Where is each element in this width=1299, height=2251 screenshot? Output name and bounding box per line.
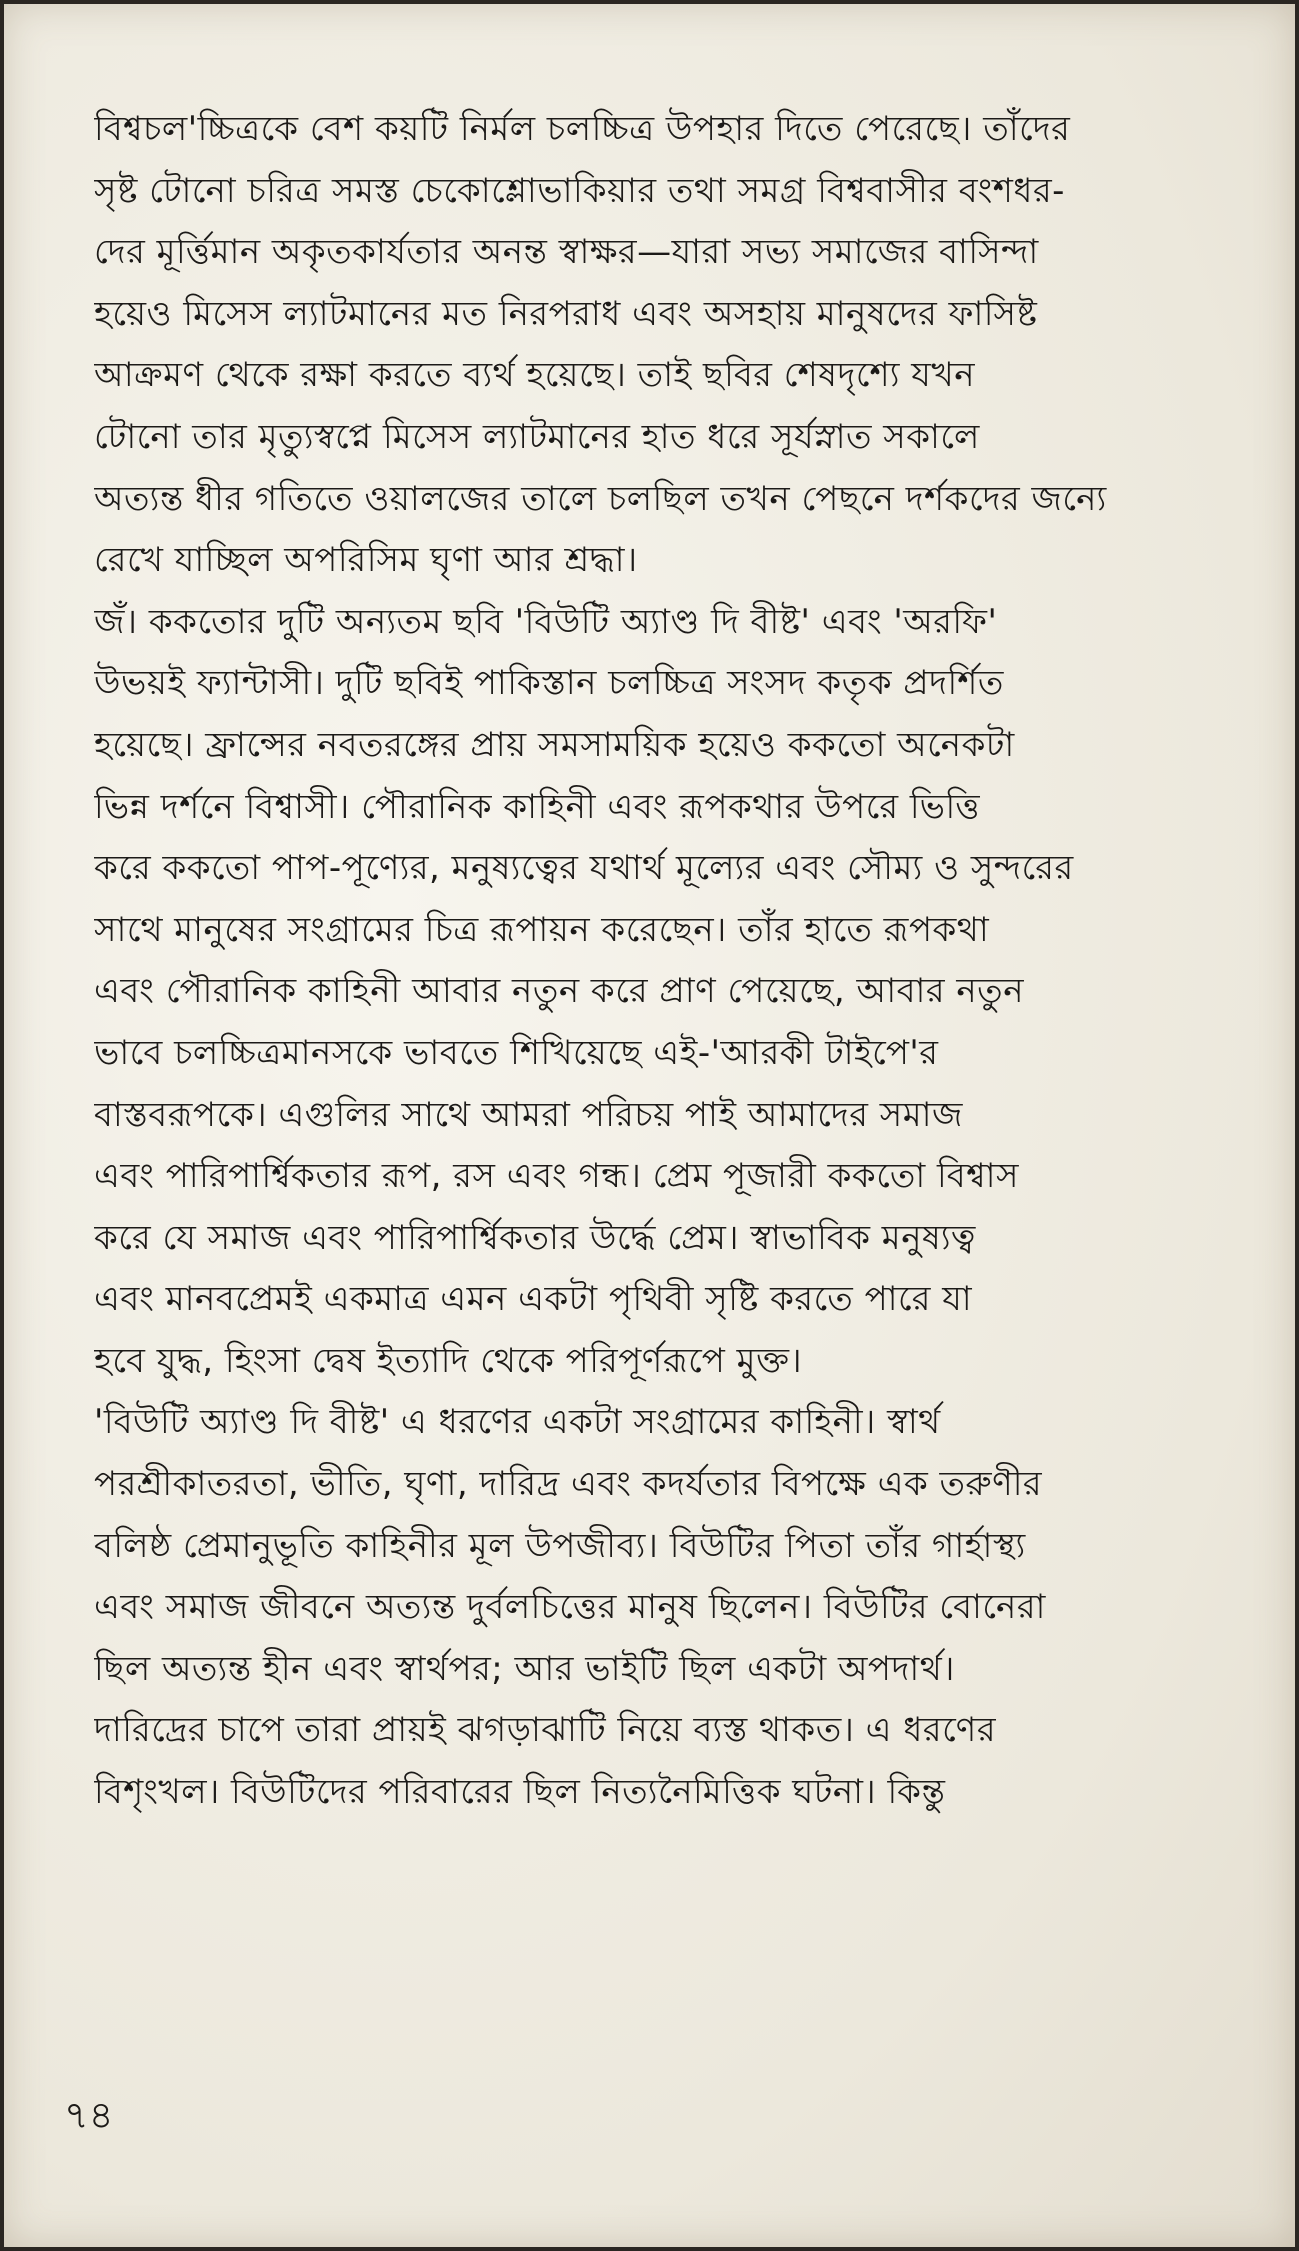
- text-line: 'বিউটি অ্যাণ্ড দি বীষ্ট' এ ধরণের একটা সংগ্রামের কাহিনী। স্বার্থ: [94, 1402, 941, 1443]
- text-line: করে ককতো পাপ-পূণ্যের, মনুষ্যত্বের যথার্থ মূল্যের এবং সৌম্য ও সুন্দরের: [94, 848, 1074, 889]
- text-line: এবং সমাজ জীবনে অত্যন্ত দুর্বলচিত্তের মানুষ ছিলেন। বিউটির বোনেরা: [94, 1587, 1046, 1628]
- text-line: দারিদ্রের চাপে তারা প্রায়ই ঝগড়াঝাটি নিয়ে ব্যস্ত থাকত। এ ধরণের: [94, 1710, 997, 1751]
- text-line: হবে যুদ্ধ, হিংসা দ্বেষ ইত্যাদি থেকে পরিপূর্ণরূপে মুক্ত।: [94, 1340, 803, 1381]
- text-line: হয়েছে। ফ্রান্সের নবতরঙ্গের প্রায় সমসাময়িক হয়েও ককতো অনেকটা: [94, 724, 1015, 765]
- text-line: বিশ্বচল'চ্চিত্রকে বেশ কয়টি নির্মল চলচ্চিত্র উপহার দিতে পেরেছে। তাঁদের: [94, 109, 1071, 149]
- text-line: করে যে সমাজ এবং পারিপার্শ্বিকতার উর্দ্ধে প্রেম। স্বাভাবিক মনুষ্যত্ব: [94, 1217, 976, 1258]
- text-line: এবং পৌরানিক কাহিনী আবার নতুন করে প্রাণ পেয়েছে, আবার নতুন: [94, 971, 1024, 1012]
- page-number: ৭৪: [64, 2093, 114, 2137]
- text-line: বিশৃংখল। বিউটিদের পরিবারের ছিল নিত্যনৈমিত্তিক ঘটনা। কিন্তু: [94, 1772, 946, 1813]
- text-line: অত্যন্ত ধীর গতিতে ওয়ালজের তালে চলছিল তখন পেছনে দর্শকদের জন্যে: [94, 478, 1107, 519]
- text-line: এবং মানবপ্রেমই একমাত্র এমন একটা পৃথিবী সৃষ্টি করতে পারে যা: [94, 1279, 973, 1320]
- text-line: বাস্তবরূপকে। এগুলির সাথে আমরা পরিচয় পাই আমাদের সমাজ: [94, 1094, 963, 1135]
- text-line: সাথে মানুষের সংগ্রামের চিত্র রূপায়ন করেছেন। তাঁর হাতে রূপকথা: [94, 909, 990, 950]
- text-line: উভয়ই ফ্যান্টাসী। দুটি ছবিই পাকিস্তান চলচ্চিত্র সংসদ কতৃক প্রদর্শিত: [94, 663, 1004, 704]
- text-line: সৃষ্ট টোনো চরিত্র সমস্ত চেকোশ্লোভাকিয়ার তথা সমগ্র বিশ্ববাসীর বংশধর-: [94, 170, 1065, 211]
- text-line: এবং পারিপার্শ্বিকতার রূপ, রস এবং গন্ধ। প্রেম পূজারী ককতো বিশ্বাস: [94, 1156, 1019, 1197]
- text-line: ভাবে চলচ্চিত্রমানসকে ভাবতে শিখিয়েছে এই-'আরকী টাইপে'র: [94, 1032, 939, 1073]
- text-line: হয়েও মিসেস ল্যাটমানের মত নিরপরাধ এবং অসহায় মানুষদের ফাসিষ্ট: [94, 293, 1038, 334]
- body-text: [94, 99, 1264, 1824]
- text-line: ছিল অত্যন্ত হীন এবং স্বার্থপর; আর ভাইটি ছিল একটা অপদার্থ।: [94, 1648, 955, 1689]
- text-line: পরশ্রীকাতরতা, ভীতি, ঘৃণা, দারিদ্র এবং কদর্যতার বিপক্ষে এক তরুণীর: [94, 1464, 1043, 1505]
- text-line: আক্রমণ থেকে রক্ষা করতে ব্যর্থ হয়েছে। তাই ছবির শেষদৃশ্যে যখন: [94, 355, 975, 396]
- text-line: টোনো তার মৃত্যুস্বপ্নে মিসেস ল্যাটমানের হাত ধরে সূর্যস্নাত সকালে: [94, 416, 980, 457]
- text-line: রেখে যাচ্ছিল অপরিসিম ঘৃণা আর শ্রদ্ধা।: [94, 540, 638, 581]
- book-page: [4, 4, 1295, 2247]
- text-line: বলিষ্ঠ প্রেমানুভূতি কাহিনীর মূল উপজীব্য। বিউটির পিতা তাঁর গার্হাস্থ্য: [94, 1525, 1026, 1566]
- text-line: দের মূর্ত্তিমান অকৃতকার্যতার অনন্ত স্বাক্ষর—যারা সভ্য সমাজের বাসিন্দা: [94, 232, 1039, 273]
- text-line: ভিন্ন দর্শনে বিশ্বাসী। পৌরানিক কাহিনী এবং রূপকথার উপরে ভিত্তি: [94, 786, 981, 827]
- text-line: জঁ। ককতোর দুটি অন্যতম ছবি 'বিউটি অ্যাণ্ড দি বীষ্ট' এবং 'অরফি': [94, 601, 998, 642]
